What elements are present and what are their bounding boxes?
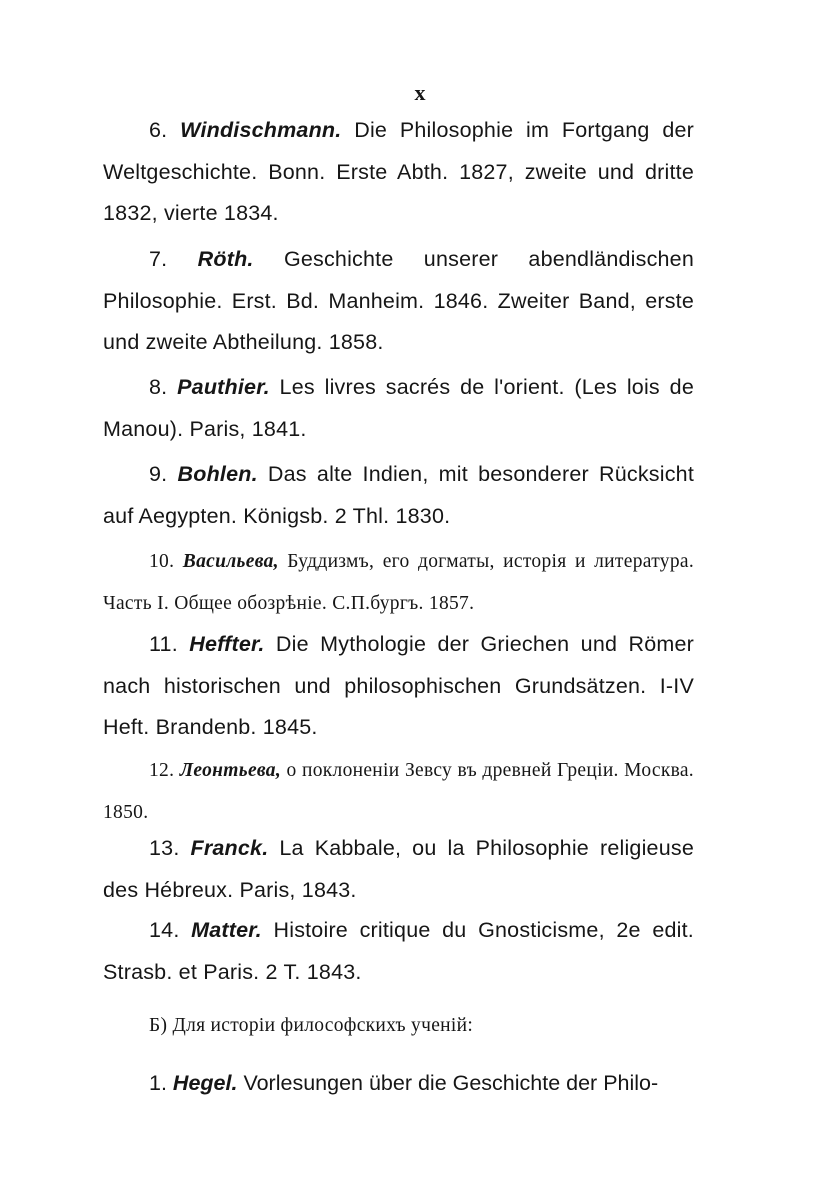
- entry-author: Pauthier.: [177, 375, 270, 399]
- entry-author: Hegel.: [172, 1071, 238, 1095]
- bibliography-entry: [103, 110, 694, 235]
- section-heading: Б) Для исторіи философскихъ ученій:: [149, 1015, 474, 1036]
- entry-text: Geschichte unserer abendländischen Philosophie. Erst. Bd. Manheim. 1846. Zweiter Band, erste und zweite Abtheilung. 1858.: [103, 247, 694, 354]
- entry-number: 7.: [149, 247, 168, 271]
- entry-text: Die Mythologie der Griechen und Römer nach historischen und philosophischen Grundsätzen. I-IV Heft. Brandenb. 1845.: [103, 632, 694, 739]
- entry-author: Matter.: [191, 918, 262, 942]
- entry-author: Franck.: [190, 836, 269, 860]
- entry-text: Histoire critique du Gnosticisme, 2e edit. Strasb. et Paris. 2 T. 1843.: [103, 918, 694, 984]
- entry-text: La Kabbale, ou la Philosophie religieuse des Hébreux. Paris, 1843.: [103, 836, 694, 902]
- entry-number: 8.: [149, 375, 168, 399]
- bibliography-entry: [103, 454, 694, 537]
- entry-number: 9.: [149, 462, 168, 486]
- entry-number: 1.: [149, 1071, 167, 1095]
- bibliography-entry: [103, 910, 694, 993]
- page-number: x: [414, 80, 426, 105]
- entry-number: 6.: [149, 118, 168, 142]
- entry-text: о поклоненіи Зевсу въ древней Греціи. Москва. 1850.: [103, 760, 694, 823]
- entry-author: Heffter.: [189, 632, 265, 656]
- entry-number: 14.: [149, 918, 180, 942]
- entry-number: 13.: [149, 836, 180, 860]
- entry-author: Röth.: [197, 247, 254, 271]
- entry-number: 11.: [149, 632, 178, 656]
- entry-text: Das alte Indien, mit besonderer Rücksicht auf Aegypten. Königsb. 2 Thl. 1830.: [103, 462, 694, 528]
- entry-text: Die Philosophie im Fortgang der Weltgeschichte. Bonn. Erste Abth. 1827, zweite und dritte 1832, vierte 1834.: [103, 118, 694, 225]
- entry-text: Les livres sacrés de l'orient. (Les lois de Manou). Paris, 1841.: [103, 375, 694, 441]
- bibliography-entry: [103, 828, 694, 911]
- entry-text: Буддизмъ, его догматы, исторія и литература. Часть I. Общее обозрѣніе. С.П.бургъ. 1857.: [103, 551, 694, 614]
- entry-number: 12.: [149, 760, 175, 781]
- entry-author: Bohlen.: [177, 462, 258, 486]
- entry-text: Vorlesungen über die Geschichte der Philo-: [243, 1071, 659, 1095]
- entry-author: Леонтьева,: [179, 760, 282, 781]
- entry-author: Windischmann.: [180, 118, 342, 142]
- entry-number: 10.: [149, 551, 175, 572]
- entry-author: Васильева,: [182, 551, 279, 572]
- bibliography-entry: [103, 1063, 694, 1105]
- bibliography-entry: [103, 367, 694, 450]
- bibliography-entry: [103, 750, 694, 833]
- bibliography-entry: [103, 541, 694, 624]
- bibliography-entry: [103, 239, 694, 364]
- bibliography-entry: [103, 624, 694, 749]
